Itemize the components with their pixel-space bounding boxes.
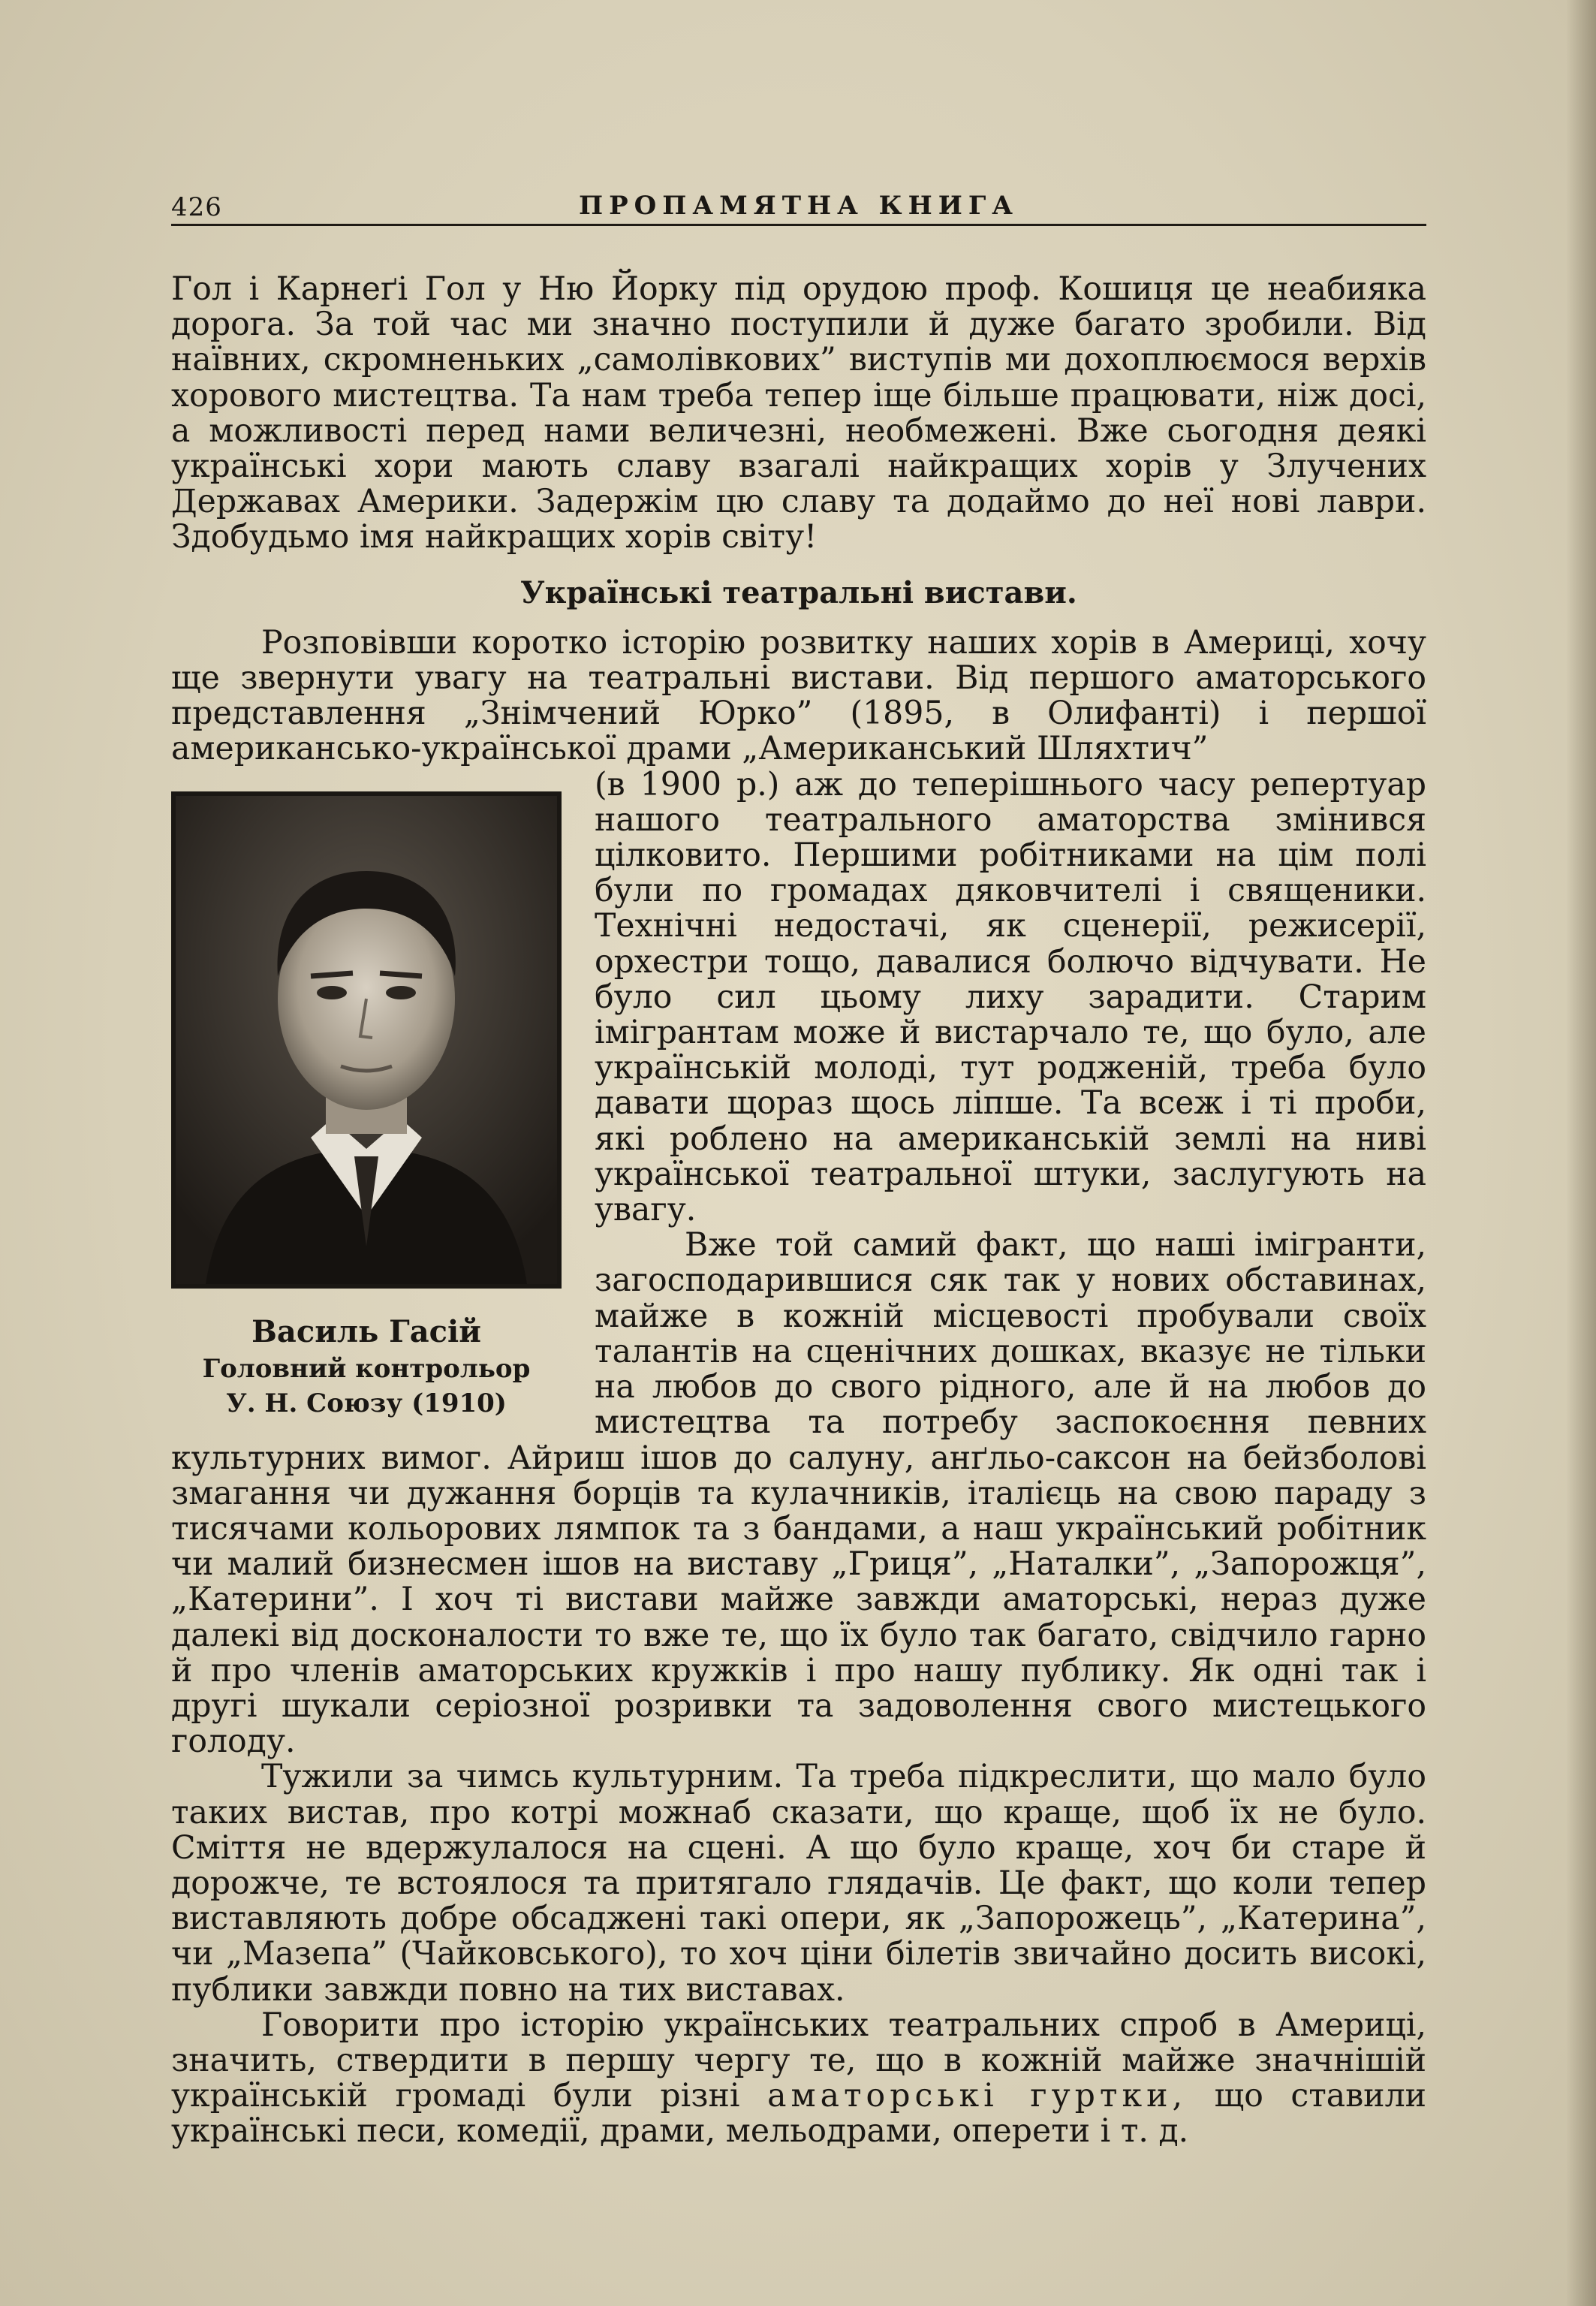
portrait-caption-name: Василь Гасій (251, 1313, 481, 1349)
text-run: що ставили українські песи, комедії, драми, мельодрами, оперети і т. д. (171, 2077, 1427, 2151)
page-number: 426 (171, 192, 222, 222)
paragraph (171, 2008, 1426, 2150)
portrait-figure (171, 791, 562, 1421)
section-heading: Українські театральні вистави. (520, 574, 1077, 610)
paragraph: Розповівши коротко історію розвитку наших хорів в Америці, хочу ще звернути увагу на театральні вистави. Від першого аматорського представлення „Знімчений Юрко” (1895, в Олифанті) і першої американсько-української драми „Американський Шляхтич” (171, 623, 1426, 768)
text-run: Говорити про історію українських театральних спроб в Америці, значить, ствердити в першу чергу те, що в кожній майже значнішій українській громаді були різні (171, 2006, 1426, 2115)
portrait-caption-org: У. Н. Союзу (1910) (226, 1388, 507, 1418)
paragraph: Вже той самий факт, що наші імігранти, загосподарившися сяк так у нових обставинах, майже в кожній місцевості пробували своїх талантів на сценічних дошках, вказує не тільки на любов до свого рідного, але й на любов до мистецтва та потребу заспокоєння певних культурних вимог. Айриш ішов до салуну, анґльо-саксон на бейзболові змагання чи дужання борців та кулачників, італієць на свою параду з тисячами кольорових лямпок та з бандами, а наш український робітник чи малий бизнесмен ішов на виставу „Гриця”, „Наталки”, „Запорожця”, „Катерини”. І хоч ті вистави майже завжди аматорські, нераз дуже далекі від досконалости то вже те, що їх було так багато, свідчило гарно й про членів аматорських кружків і про нашу публику. Як одні так і другі шукали серіозної розривки та задоволення свого мистецького голоду. (171, 1226, 1426, 1761)
paragraph: Гол і Карнеґі Гол у Ню Йорку під орудою проф. Кошиця це неабияка дорога. За той час ми значно поступили й дуже багато зробили. Від наївних, скромненьких „самолівкових” виступів ми дохоплюємося верхів хорового мистецтва. Та нам треба тепер іще більше працювати, ніж досі, а можливості перед нами величезні, необмежені. Вже сьогодня деякі українські хори мають славу взагалі найкращих хорів у Злучених Державах Америки. Задержім цю славу та додаймо до неї нові лаври. Здобудьмо імя найкращих хорів світу! (171, 270, 1426, 556)
portrait-image (176, 796, 557, 1284)
page-header (171, 188, 1426, 226)
portrait-caption-title: Головний контрольор (202, 1353, 531, 1384)
paragraph: (в 1900 р.) аж до теперішнього часу репертуар нашого театрального аматорства змінився цілковито. Першими робітниками на цім полі були по громадах дяковчителі і священики. Технічні недостачі, як сценерії, режисерії, орхестри тощо, давалися болючо відчувати. Не було сил цьому лиху зарадити. Старим імігрантам може й вистарчало те, що було, але українській молоді, тут родженій, треба було давати щораз щось ліпше. Та всеж і ті проби, які роблено на американській землі на ниві української театральної штуки, заслугують на увагу. (595, 765, 1426, 1229)
spaced-emphasis: аматорські гуртки, (767, 2077, 1188, 2115)
page-spine-shadow (1566, 0, 1596, 2306)
page-body (171, 272, 1426, 2150)
paragraph: Тужили за чимсь культурним. Та треба підкреслити, що мало було таких вистав, про котрі можнаб сказати, що краще, щоб їх не було. Сміття не вдержулалося на сцені. А що було краще, хоч би старе й дорожче, те встоялося та притягало глядачів. Це факт, що коли тепер виставляють добре обсаджені такі опери, як „Запорожець”, „Катерина”, чи „Мазепа” (Чайковського), то хоч ціни білетів звичайно досить високі, публики завжди повно на тих виставах. (171, 1758, 1426, 2009)
portrait-photo (171, 791, 562, 1289)
running-title: ПРОПАМЯТНА КНИГА (578, 191, 1019, 221)
